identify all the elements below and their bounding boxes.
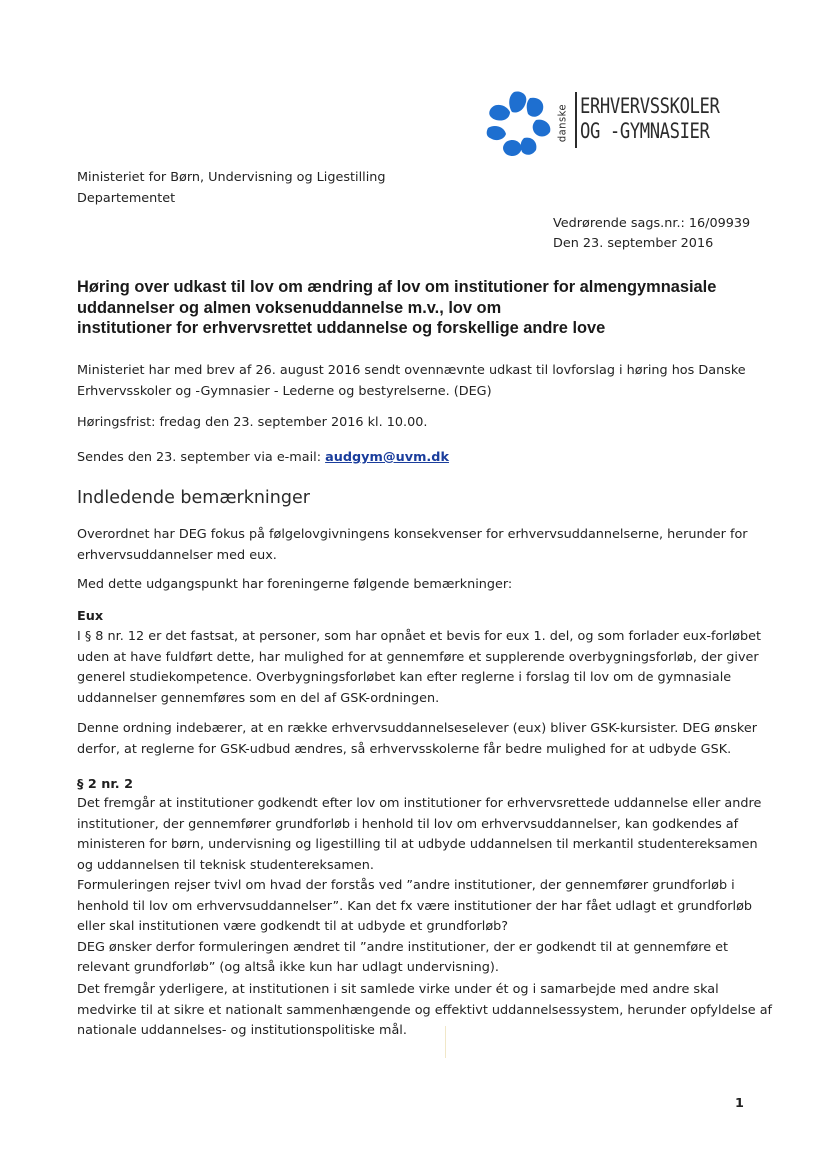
sent-line — [77, 448, 449, 468]
section-p1-line2: erhvervsuddannelser med eux. — [77, 547, 277, 563]
sent-prefix: Sendes den 23. september via e-mail: — [77, 450, 326, 465]
section-2-paragraph1 — [77, 794, 762, 979]
s2-line: og uddannelsen til teknisk studentereksamen. — [77, 857, 374, 873]
title-line2: uddannelser og almen voksenuddannelse m.v., lov om — [77, 298, 502, 317]
eux-line: uddannelser gennemføres som en del af GSK-ordningen. — [77, 690, 440, 706]
eux-paragraph1 — [77, 627, 762, 709]
s2-line: nationale uddannelses- og institutionspolitiske mål. — [77, 1023, 407, 1038]
intro-line2: Erhvervsskoler og -Gymnasier - Lederne og bestyrelserne. (DEG) — [77, 383, 492, 399]
logo-mark-icon — [484, 86, 556, 160]
s2-line: Det fremgår yderligere, at institutionen i sit samlede virke under ét og i samarbejde med andre skal — [77, 982, 719, 997]
section-heading: Indledende bemærkninger — [77, 488, 310, 508]
logo-wordmark-line1: ERHVERVSSKOLER — [580, 94, 720, 118]
email-link[interactable]: audgym@uvm.dk — [325, 450, 449, 465]
eux-line: I § 8 nr. 12 er det fastsat, at personer, som har opnået et bevis for eux 1. del, og som forlader eux-forløbet — [77, 629, 762, 644]
section-2-heading: § 2 nr. 2 — [77, 777, 134, 792]
eux-line: uden at have fuldført dette, har mulighed for at gennemføre et supplerende overbygningsforløb, der giver — [77, 649, 759, 665]
section-2-paragraph2 — [77, 980, 773, 1042]
case-number: Vedrørende sags.nr.: 16/09939 — [553, 216, 751, 231]
s2-line: Det fremgår at institutioner godkendt efter lov om institutioner for erhvervsrettede uddannelse eller andre — [77, 796, 762, 811]
s2-line: henhold til lov om erhvervsuddannelser”. Kan det fx være institutioner der har fået udlagt et grundforløb — [77, 898, 753, 914]
letter-date: Den 23. september 2016 — [553, 236, 714, 251]
s2-line: institutioner, der gennemfører grundforløb i henhold til lov om erhvervsuddannelser, kan godkendes af — [77, 816, 739, 832]
title-line3: institutioner for erhvervsrettet uddannelse og forskellige andre love — [77, 319, 606, 337]
eux-line: derfor, at reglerne for GSK-udbud ændres, så erhvervsskolerne får bedre mulighed for at udbyde GSK. — [77, 741, 732, 757]
section-paragraph2: Med dette udgangspunkt har foreningerne følgende bemærkninger: — [77, 577, 513, 592]
s2-line: ministeren for børn, undervisning og ligestilling til at udbyde uddannelsen til merkantil studentereksamen — [77, 837, 758, 852]
recipient-line2: Departementet — [77, 191, 176, 206]
s2-line: DEG ønsker derfor formuleringen ændret til ”andre institutioner, der er godkendt til at gennemføre et — [77, 939, 729, 955]
document-title — [77, 277, 777, 339]
scan-artifact — [445, 1026, 446, 1058]
section-p1-line1: Overordnet har DEG fokus på følgelovgivningens konsekvenser for erhvervsuddannelserne, herunder for — [77, 527, 748, 542]
s2-line: Formuleringen rejser tvivl om hvad der forstås ved ”andre institutioner, der gennemfører grundforløb i — [77, 878, 735, 893]
intro-line1: Ministeriet har med brev af 26. august 2016 sendt ovennævnte udkast til lovforslag i høring hos Danske — [77, 363, 746, 378]
logo-wordmark-line2: OG -GYMNASIER — [580, 119, 710, 143]
logo-divider — [575, 92, 577, 148]
deadline-text: Høringsfrist: fredag den 23. september 2016 kl. 10.00. — [77, 415, 428, 430]
intro-paragraph — [77, 361, 757, 402]
eux-paragraph2 — [77, 719, 757, 760]
page-number: 1 — [735, 1096, 744, 1111]
eux-heading: Eux — [77, 609, 104, 624]
logo-vertical-text: danske — [555, 103, 569, 143]
eux-line: Denne ordning indebærer, at en række erhvervsuddannelseselever (eux) bliver GSK-kursister. DEG ønsker — [77, 721, 757, 736]
recipient-line1: Ministeriet for Børn, Undervisning og Ligestilling — [77, 170, 386, 185]
s2-line: relevant grundforløb” (og altså ikke kun har udlagt undervisning). — [77, 960, 499, 975]
s2-line: medvirke til at sikre et nationalt sammenhængende og effektivt uddannelsessystem, herunder opfyldelse af — [77, 1002, 773, 1018]
eux-line: generel studiekompetence. Overbygningsforløbet kan efter reglerne i forslag til lov om de gymnasiale — [77, 670, 732, 685]
section-paragraph1 — [77, 525, 757, 566]
title-line1: Høring over udkast til lov om ændring af lov om institutioner for almengymnasiale — [77, 278, 717, 296]
s2-line: eller skal institutionen være godkendt til at udbyde et grundforløb? — [77, 919, 509, 934]
